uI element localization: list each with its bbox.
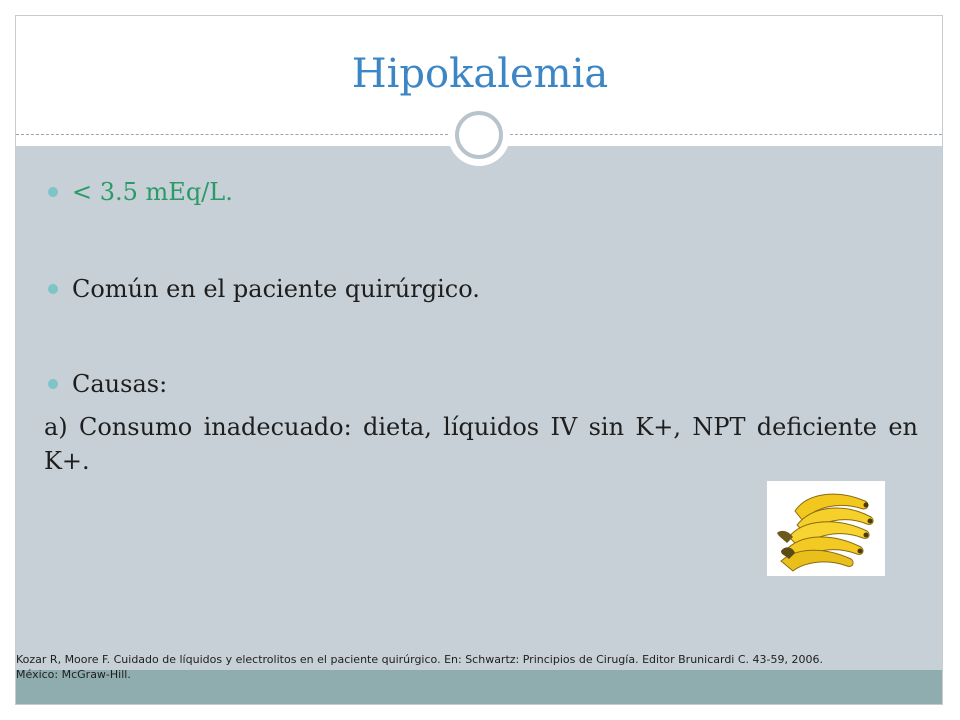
bananas-image: [767, 481, 885, 576]
bullet-dot-icon: [48, 187, 58, 197]
reference-citation: [16, 652, 942, 682]
bullet-item-causes: [48, 369, 167, 399]
bullet-dot-icon: [48, 379, 58, 389]
bullet-item-threshold: [48, 177, 233, 207]
banana-icon: [767, 481, 885, 576]
citation-line-2: México: McGraw-Hill.: [16, 668, 131, 681]
causes-paragraph: a) Consumo inadecuado: dieta, líquidos IV sin K+, NPT deficiente en K+.: [44, 413, 918, 475]
bullet-text: < 3.5 mEq/L.: [72, 178, 233, 206]
slide-title: Hipokalemia: [351, 51, 609, 97]
bullet-dot-icon: [48, 284, 58, 294]
bullet-text: Causas:: [72, 370, 168, 398]
circle-ornament-icon: [455, 111, 503, 159]
citation-line-1: Kozar R, Moore F. Cuidado de líquidos y electrolitos en el paciente quirúrgico. En: Schwartz: Principios de Cirugía. Editor Brunicardi C. 43-59, 2006.: [16, 653, 823, 666]
bullet-text: Común en el paciente quirúrgico.: [72, 275, 480, 303]
bullet-item-common: [48, 274, 480, 304]
content-area: [16, 146, 942, 670]
